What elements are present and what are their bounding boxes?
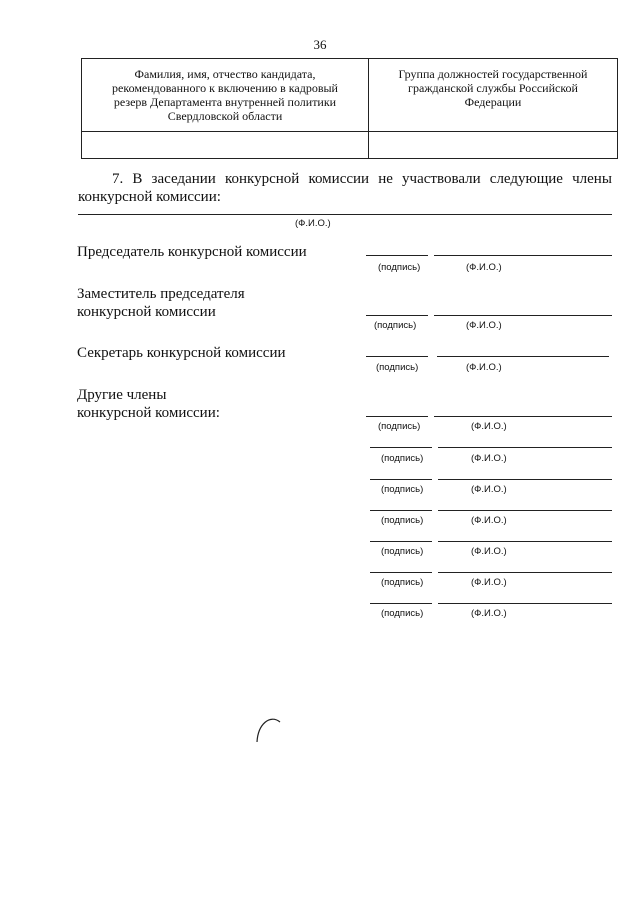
table-cell-position-group[interactable] [369, 132, 618, 159]
member-signature-line[interactable] [370, 447, 432, 448]
signature-caption: (подпись) [381, 546, 424, 557]
absent-members-paragraph: 7. В заседании конкурсной комиссии не участвовали следующие члены конкурсной комиссии: [78, 171, 612, 205]
table-cell-candidate[interactable] [82, 132, 369, 159]
fio-caption: (Ф.И.О.) [466, 362, 502, 373]
secretary-signature-line[interactable] [366, 356, 428, 357]
member-fio-line[interactable] [438, 479, 612, 480]
member-fio-line[interactable] [438, 510, 612, 511]
deputy-chairman-label: Заместитель председателя конкурсной комиссии [77, 286, 245, 320]
member-signature-line[interactable] [366, 416, 428, 417]
page-number: 36 [313, 37, 327, 52]
fio-caption: (Ф.И.О.) [471, 421, 507, 432]
member-fio-line[interactable] [438, 541, 612, 542]
other-members-label: Другие члены конкурсной комиссии: [77, 387, 220, 421]
deputy-fio-line[interactable] [434, 315, 612, 316]
secretary-label: Секретарь конкурсной комиссии [77, 345, 286, 361]
deputy-signature-line[interactable] [366, 315, 428, 316]
member-signature-line[interactable] [370, 479, 432, 480]
table-header-position-group: Группа должностей государственной гражданской службы Российской Федерации [369, 59, 618, 132]
chairman-fio-line[interactable] [434, 255, 612, 256]
candidate-table [81, 58, 618, 159]
fio-caption: (Ф.И.О.) [466, 262, 502, 273]
member-fio-line[interactable] [434, 416, 612, 417]
member-signature-line[interactable] [370, 541, 432, 542]
fio-caption: (Ф.И.О.) [471, 515, 507, 526]
fio-caption: (Ф.И.О.) [295, 218, 331, 229]
signature-caption: (подпись) [381, 608, 424, 619]
secretary-fio-line[interactable] [437, 356, 609, 357]
member-signature-line[interactable] [370, 603, 432, 604]
chairman-label: Председатель конкурсной комиссии [77, 244, 307, 260]
signature-caption: (подпись) [381, 484, 424, 495]
signature-caption: (подпись) [381, 515, 424, 526]
fio-caption: (Ф.И.О.) [466, 320, 502, 331]
signature-caption: (подпись) [378, 421, 421, 432]
member-fio-line[interactable] [438, 572, 612, 573]
absent-member-fio-line[interactable] [78, 214, 612, 215]
signature-caption: (подпись) [381, 453, 424, 464]
member-signature-line[interactable] [370, 572, 432, 573]
signature-caption: (подпись) [374, 320, 417, 331]
fio-caption: (Ф.И.О.) [471, 546, 507, 557]
chairman-signature-line[interactable] [366, 255, 428, 256]
signature-caption: (подпись) [376, 362, 419, 373]
signature-caption: (подпись) [378, 262, 421, 273]
member-fio-line[interactable] [438, 603, 612, 604]
pen-mark [254, 716, 282, 744]
fio-caption: (Ф.И.О.) [471, 453, 507, 464]
signature-caption: (подпись) [381, 577, 424, 588]
member-signature-line[interactable] [370, 510, 432, 511]
fio-caption: (Ф.И.О.) [471, 484, 507, 495]
table-header-candidate: Фамилия, имя, отчество кандидата, рекомендованного к включению в кадровый резерв Департамента внутренней политики Свердловской области [82, 59, 369, 132]
fio-caption: (Ф.И.О.) [471, 608, 507, 619]
fio-caption: (Ф.И.О.) [471, 577, 507, 588]
member-fio-line[interactable] [438, 447, 612, 448]
